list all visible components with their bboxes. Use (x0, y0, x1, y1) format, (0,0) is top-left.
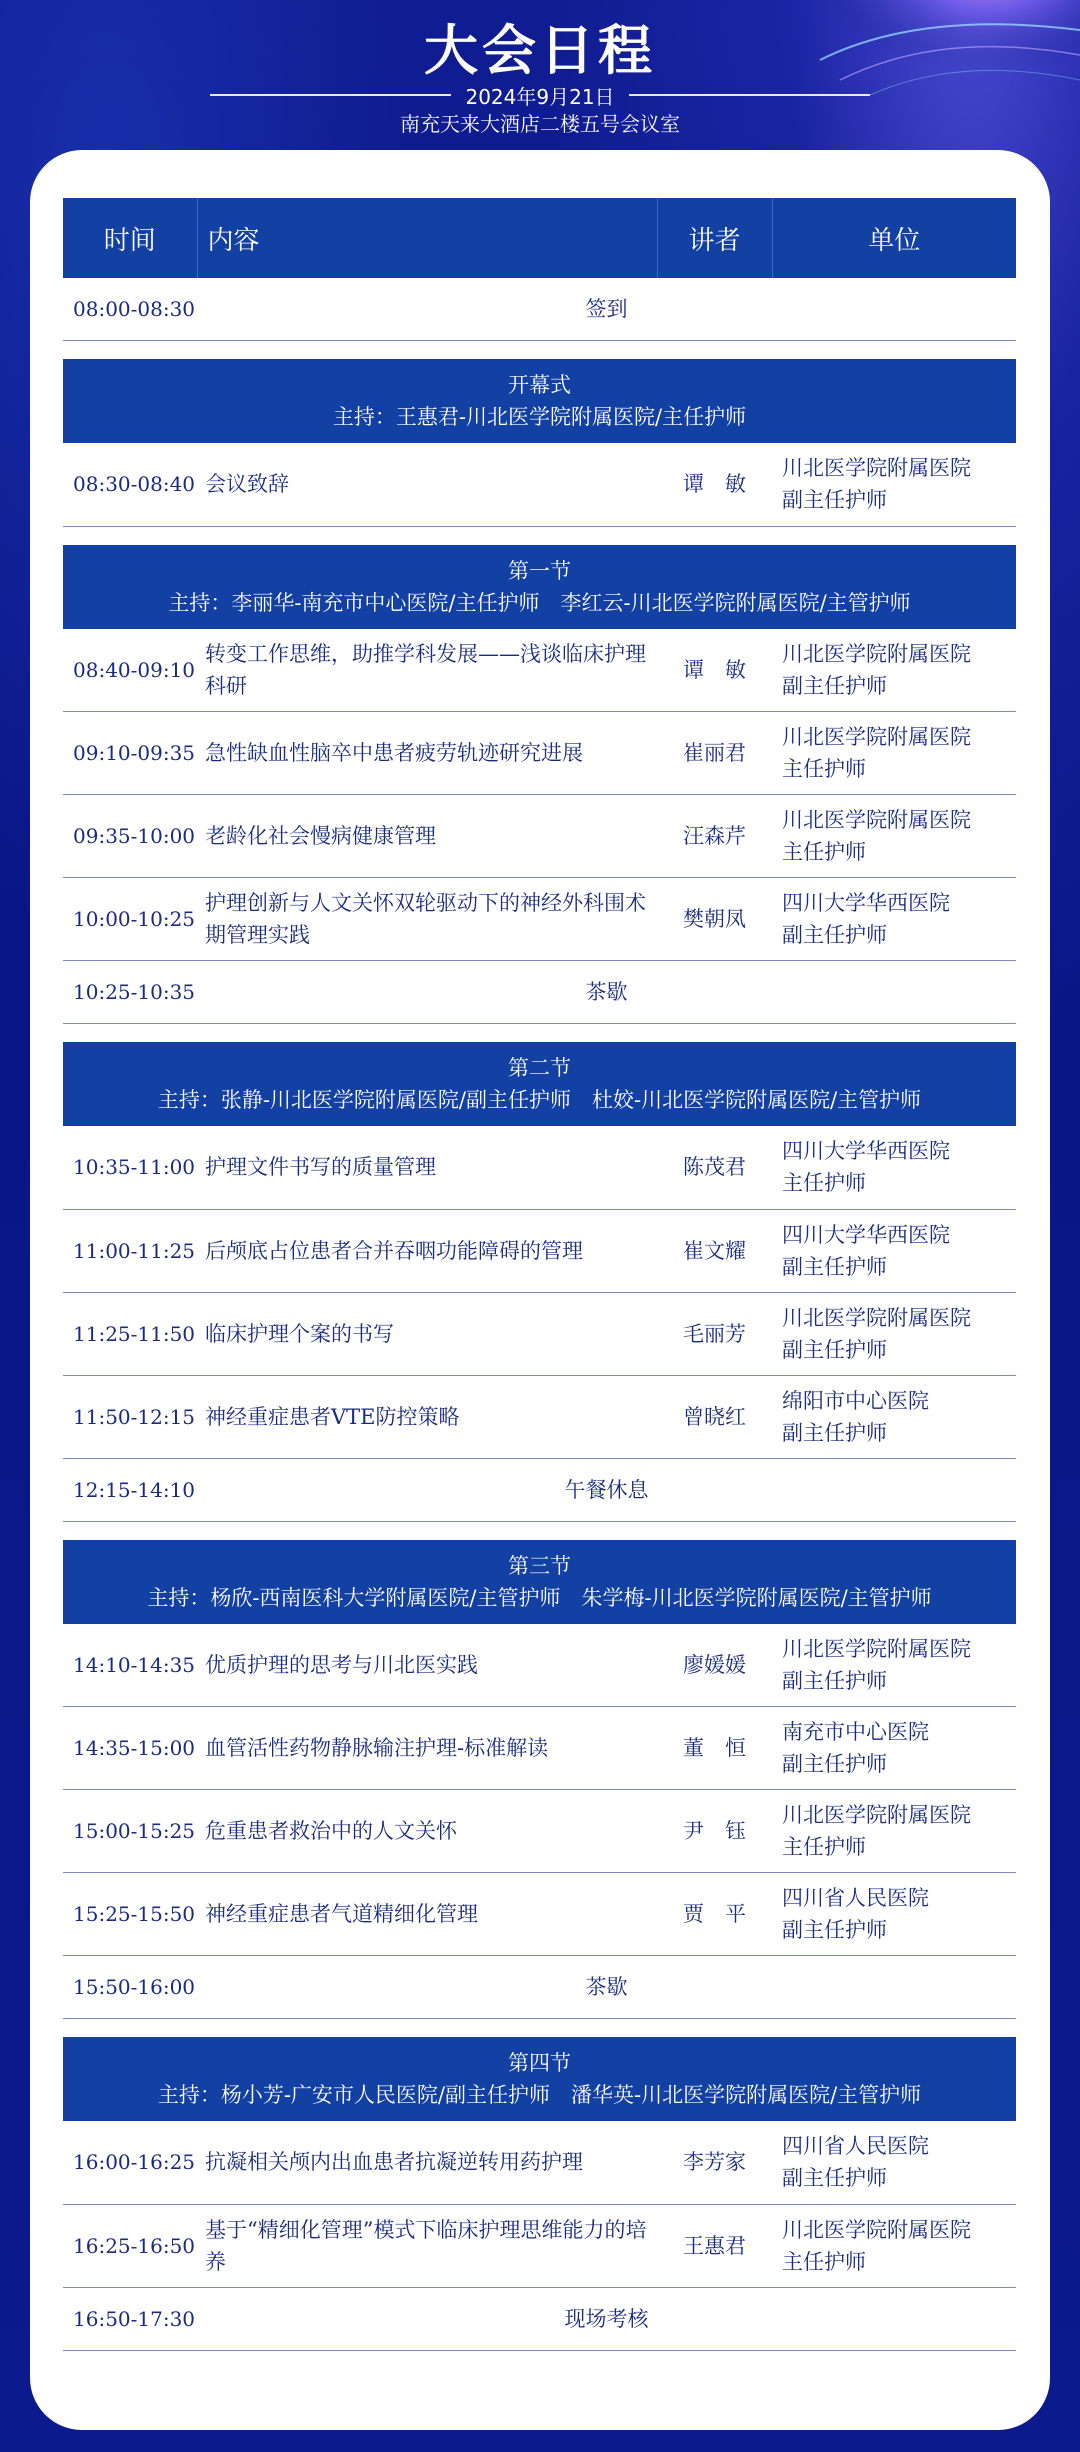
section-3 (63, 1540, 1016, 1624)
section-4 (63, 2037, 1016, 2121)
row-speaker: 樊朝凤 (657, 878, 772, 961)
table-row (63, 1375, 1016, 1458)
table-row (63, 2121, 1016, 2204)
row-speaker: 尹 钰 (657, 1790, 772, 1873)
row-label: 签到 (197, 278, 1016, 341)
divider (210, 94, 451, 96)
row-title: 副主任护师 (782, 2166, 887, 2191)
table-row (63, 629, 1016, 712)
row-label: 茶歇 (197, 961, 1016, 1024)
row-speaker: 崔丽君 (657, 712, 772, 795)
date-row (210, 82, 870, 108)
row-speaker: 谭 敏 (657, 443, 772, 526)
table-row (63, 1790, 1016, 1873)
table-header-row (63, 198, 1016, 278)
table-row (63, 795, 1016, 878)
row-unit: 四川省人民医院 (782, 2134, 929, 2159)
table-row (63, 1707, 1016, 1790)
row-time: 11:50-12:15 (63, 1375, 197, 1458)
row-title: 主任护师 (782, 1171, 866, 1196)
row-speaker: 汪森芹 (657, 795, 772, 878)
section-title: 第三节 (508, 1553, 571, 1578)
row-content: 护理文件书写的质量管理 (197, 1126, 657, 1209)
table-row (63, 712, 1016, 795)
row-title: 副主任护师 (782, 673, 887, 698)
row-time: 08:00-08:30 (63, 278, 197, 341)
row-time: 09:35-10:00 (63, 795, 197, 878)
row-title: 副主任护师 (782, 488, 887, 513)
section-1 (63, 545, 1016, 629)
row-unit: 川北医学院附属医院 (782, 641, 971, 666)
row-speaker: 曾晓红 (657, 1375, 772, 1458)
row-label: 现场考核 (197, 2287, 1016, 2350)
row-unit: 四川省人民医院 (782, 1886, 929, 1910)
row-time: 08:40-09:10 (63, 629, 197, 712)
section-opening (63, 359, 1016, 443)
row-speaker: 谭 敏 (657, 629, 772, 712)
row-time: 10:35-11:00 (63, 1126, 197, 1209)
header-time: 时间 (63, 198, 197, 278)
row-speaker: 贾 平 (657, 1873, 772, 1956)
row-title: 主任护师 (782, 840, 866, 864)
section-2 (63, 1042, 1016, 1126)
row-unit: 四川大学华西医院 (782, 1222, 950, 1247)
event-venue: 南充天来大酒店二楼五号会议室 (400, 112, 680, 136)
row-unit: 川北医学院附属医院 (782, 725, 971, 749)
row-speaker: 廖媛媛 (657, 1624, 772, 1707)
row-content: 临床护理个案的书写 (197, 1292, 657, 1375)
row-time: 11:25-11:50 (63, 1292, 197, 1375)
section-title: 第四节 (508, 2051, 571, 2075)
divider (629, 94, 870, 96)
row-time: 08:30-08:40 (63, 443, 197, 526)
row-time: 12:15-14:10 (63, 1458, 197, 1521)
section-title: 第二节 (508, 1056, 571, 1080)
section-host: 主持：王惠君-川北医学院附属医院/主任护师 (332, 405, 747, 429)
row-time: 16:25-16:50 (63, 2204, 197, 2287)
row-time: 14:35-15:00 (63, 1707, 197, 1790)
row-content: 基于“精细化管理”模式下临床护理思维能力的培养 (197, 2204, 657, 2287)
row-unit: 川北医学院附属医院 (782, 2217, 971, 2242)
row-time: 10:25-10:35 (63, 961, 197, 1024)
break-row (63, 961, 1016, 1024)
row-title: 副主任护师 (782, 923, 887, 947)
row-title: 副主任护师 (782, 1918, 887, 1942)
header-unit: 单位 (772, 198, 1016, 278)
header-speaker: 讲者 (657, 198, 772, 278)
row-unit: 绵阳市中心医院 (782, 1388, 929, 1413)
row-content: 优质护理的思考与川北医实践 (197, 1624, 657, 1707)
table-row (63, 1624, 1016, 1707)
row-time: 15:50-16:00 (63, 1956, 197, 2019)
row-content: 护理创新与人文关怀双轮驱动下的神经外科围术期管理实践 (197, 878, 657, 961)
table-row (63, 1209, 1016, 1292)
row-unit: 川北医学院附属医院 (782, 456, 971, 481)
row-unit: 川北医学院附属医院 (782, 1636, 971, 1661)
row-title: 副主任护师 (782, 1420, 887, 1445)
row-content: 老龄化社会慢病健康管理 (197, 795, 657, 878)
section-host: 主持：杨小芳-广安市人民医院/副主任护师 潘华英-川北医学院附属医院/主管护师 (157, 2083, 922, 2107)
table-row (63, 878, 1016, 961)
section-host: 主持：张静-川北医学院附属医院/副主任护师 杜姣-川北医学院附属医院/主管护师 (157, 1088, 922, 1112)
table-row (63, 443, 1016, 526)
row-title: 副主任护师 (782, 1254, 887, 1279)
table-row (63, 1873, 1016, 1956)
row-label: 茶歇 (197, 1956, 1016, 2019)
row-time: 16:00-16:25 (63, 2121, 197, 2204)
header-content: 内容 (197, 198, 657, 278)
table-row (63, 2204, 1016, 2287)
row-speaker: 董 恒 (657, 1707, 772, 1790)
table-row (63, 1126, 1016, 1209)
row-content: 神经重症患者VTE防控策略 (197, 1375, 657, 1458)
row-unit: 四川大学华西医院 (782, 1139, 950, 1164)
row-content: 抗凝相关颅内出血患者抗凝逆转用药护理 (197, 2121, 657, 2204)
row-time: 10:00-10:25 (63, 878, 197, 961)
row-title: 主任护师 (782, 1835, 866, 1859)
row-title: 副主任护师 (782, 1337, 887, 1362)
row-speaker: 陈茂君 (657, 1126, 772, 1209)
row-speaker: 崔文耀 (657, 1209, 772, 1292)
row-time: 16:50-17:30 (63, 2287, 197, 2350)
section-host: 主持：李丽华-南充市中心医院/主任护师 李红云-川北医学院附属医院/主管护师 (168, 590, 911, 615)
lunch-row (63, 1458, 1016, 1521)
checkin-row (63, 278, 1016, 341)
section-host: 主持：杨欣-西南医科大学附属医院/主管护师 朱学梅-川北医学院附属医院/主管护师 (147, 1585, 932, 1610)
row-title: 副主任护师 (782, 1752, 887, 1776)
section-title: 第一节 (508, 558, 571, 583)
row-content: 转变工作思维，助推学科发展——浅谈临床护理科研 (197, 629, 657, 712)
section-title: 开幕式 (508, 373, 571, 397)
row-time: 14:10-14:35 (63, 1624, 197, 1707)
row-title: 主任护师 (782, 757, 866, 781)
exam-row (63, 2287, 1016, 2350)
row-unit: 川北医学院附属医院 (782, 808, 971, 832)
event-date: 2024年9月21日 (465, 84, 615, 109)
row-content: 会议致辞 (197, 443, 657, 526)
row-content: 后颅底占位患者合并吞咽功能障碍的管理 (197, 1209, 657, 1292)
row-title: 副主任护师 (782, 1668, 887, 1693)
row-speaker: 王惠君 (657, 2204, 772, 2287)
row-time: 15:25-15:50 (63, 1873, 197, 1956)
row-content: 急性缺血性脑卒中患者疲劳轨迹研究进展 (197, 712, 657, 795)
table-row (63, 1292, 1016, 1375)
break-row (63, 1956, 1016, 2019)
row-unit: 川北医学院附属医院 (782, 1803, 971, 1827)
row-time: 11:00-11:25 (63, 1209, 197, 1292)
page-header (0, 0, 1080, 150)
row-unit: 南充市中心医院 (782, 1720, 929, 1744)
page-title: 大会日程 (424, 19, 656, 82)
row-content: 神经重症患者气道精细化管理 (197, 1873, 657, 1956)
row-speaker: 毛丽芳 (657, 1292, 772, 1375)
row-title: 主任护师 (782, 2249, 866, 2274)
row-unit: 川北医学院附属医院 (782, 1305, 971, 1330)
schedule-table (63, 198, 1016, 2351)
schedule-card (30, 150, 1050, 2430)
row-unit: 四川大学华西医院 (782, 891, 950, 915)
row-time: 09:10-09:35 (63, 712, 197, 795)
row-content: 血管活性药物静脉输注护理-标准解读 (197, 1707, 657, 1790)
row-content: 危重患者救治中的人文关怀 (197, 1790, 657, 1873)
row-label: 午餐休息 (197, 1458, 1016, 1521)
row-speaker: 李芳家 (657, 2121, 772, 2204)
row-time: 15:00-15:25 (63, 1790, 197, 1873)
